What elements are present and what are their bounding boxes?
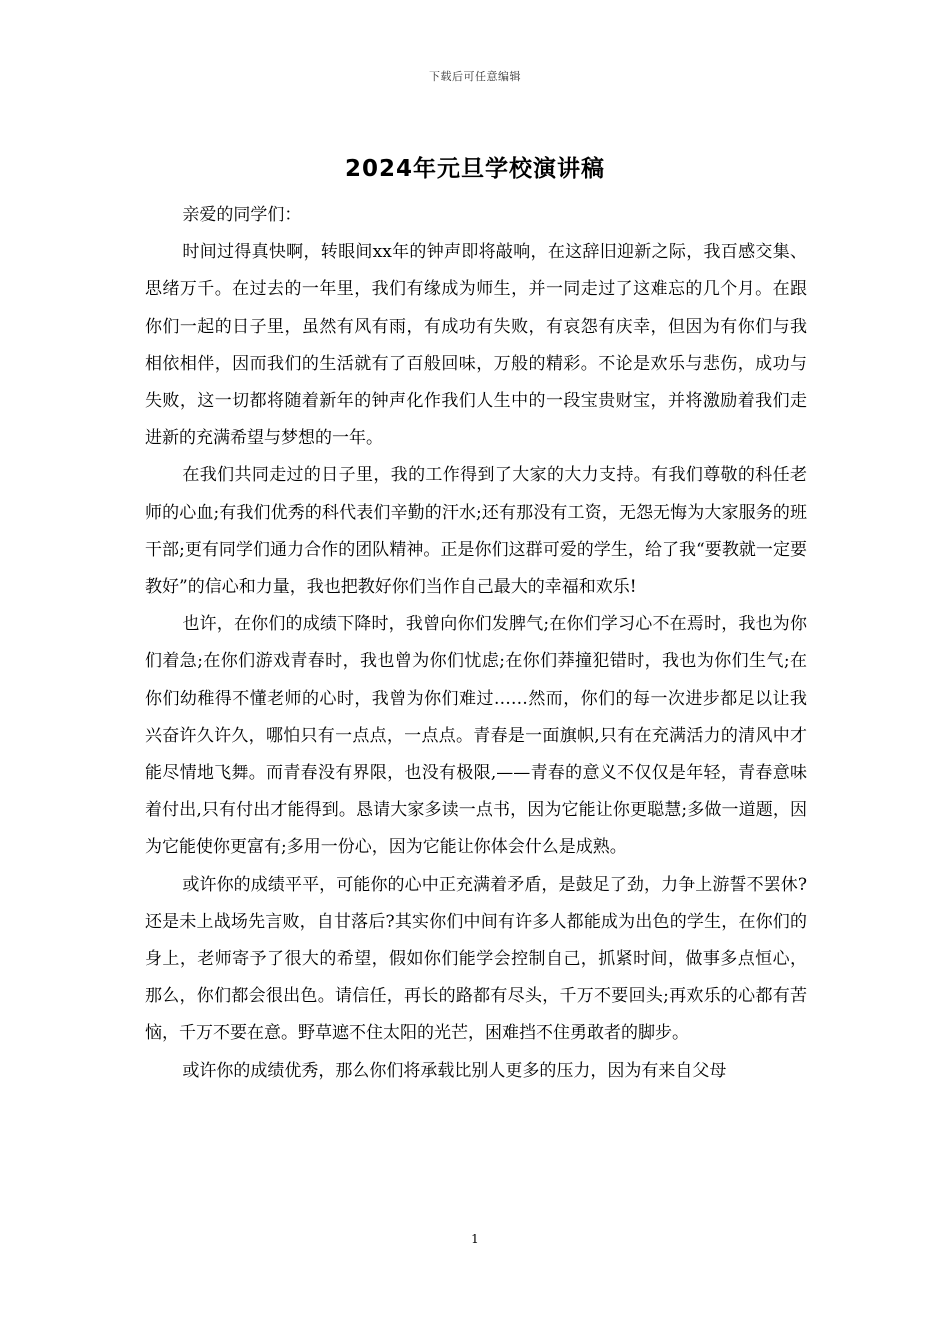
header-note: 下载后可任意编辑 xyxy=(429,70,521,83)
document-body xyxy=(145,197,807,1090)
document-title: 2024年元旦学校演讲稿 xyxy=(344,156,605,182)
paragraph-salutation: 亲爱的同学们： xyxy=(182,205,302,225)
paragraph: 或许你的成绩平平，可能你的心中正充满着矛盾，是鼓足了劲，力争上游誓不罢休?还是未上战场先言败，自甘落后?其实你们中间有许多人都能成为出色的学生，在你们的身上，老师寄予了很大的希望，假如你们能学会控制自己，抓紧时间，做事多点恒心，那么，你们都会很出色。请信任，再长的路都有尽头，千万不要回头;再欢乐的心都有苦恼，千万不要在意。野草遮不住太阳的光芒，困难挡不住勇敢者的脚步。 xyxy=(145,874,807,1044)
paragraph: 在我们共同走过的日子里，我的工作得到了大家的大力支持。有我们尊敬的科任老师的心血;有我们优秀的科代表们辛勤的汗水;还有那没有工资，无怨无悔为大家服务的班干部;更有同学们通力合作的团队精神。正是你们这群可爱的学生，给了我“要教就一定要教好”的信心和力量，我也把教好你们当作自己最大的幸福和欢乐! xyxy=(145,465,807,598)
paragraph: 或许你的成绩优秀，那么你们将承载比别人更多的压力，因为有来自父母 xyxy=(182,1060,727,1081)
paragraph: 时间过得真快啊，转眼间xx年的钟声即将敲响，在这辞旧迎新之际，我百感交集、思绪万千。在过去的一年里，我们有缘成为师生，并一同走过了这难忘的几个月。在跟你们一起的日子里，虽然有风有雨，有成功有失败，有哀怨有庆幸，但因为有你们与我相依相伴，因而我们的生活就有了百般回味，万般的精彩。不论是欢乐与悲伤，成功与失败，这一切都将随着新年的钟声化作我们人生中的一段宝贵财宝，并将激励着我们走进新的充满希望与梦想的一年。 xyxy=(145,242,807,449)
page-number: 1 xyxy=(471,1232,479,1246)
paragraph: 也许，在你们的成绩下降时，我曾向你们发脾气;在你们学习心不在焉时，我也为你们着急;在你们游戏青春时，我也曾为你们忧虑;在你们莽撞犯错时，我也为你们生气;在你们幼稚得不懂老师的心时，我曾为你们难过……然而，你们的每一次进步都足以让我兴奋许久许久，哪怕只有一点点，一点点。青春是一面旗帜,只有在充满活力的清风中才能尽情地飞舞。而青春没有界限，也没有极限,——青春的意义不仅仅是年轻，青春意味着付出,只有付出才能得到。恳请大家多读一点书，因为它能让你更聪慧;多做一道题，因为它能使你更富有;多用一份心，因为它能让你体会什么是成熟。 xyxy=(145,614,807,858)
